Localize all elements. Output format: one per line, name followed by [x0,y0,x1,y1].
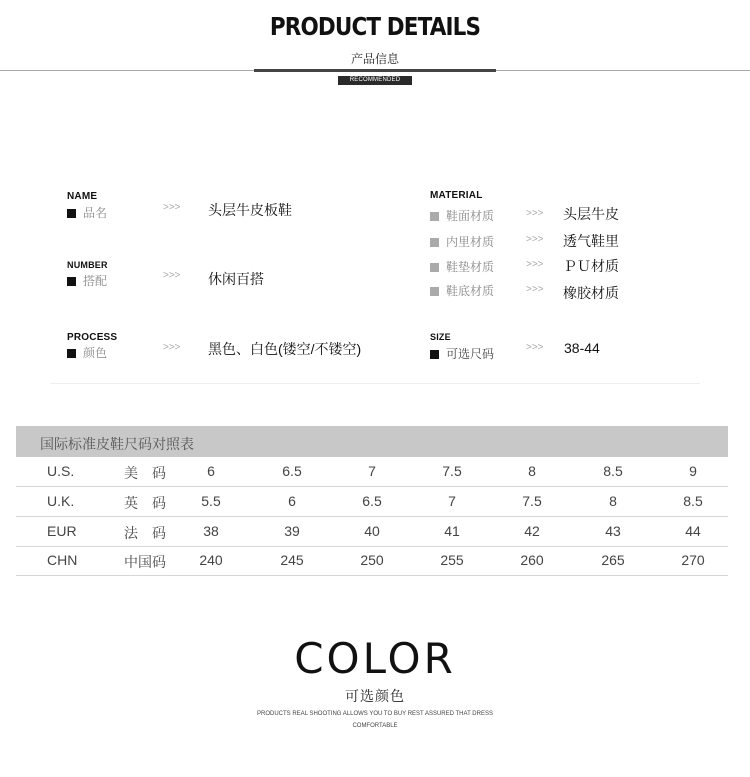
size-cell: 40 [364,523,380,539]
size-system-cn: 英 码 [124,495,166,511]
spec-insole-cn: 鞋垫材质 [430,258,494,275]
size-cell: 6 [288,493,296,509]
size-cell: 7.5 [522,493,542,509]
size-system-cn: 美 码 [124,465,166,481]
spec-sole-value: 橡胶材质 [563,285,619,301]
size-cell: 6.5 [282,463,302,479]
spec-size-en: SIZE [430,332,451,342]
size-cell: 240 [199,552,223,568]
spec-process-value: 黑色、白色(镂空/不镂空) [208,341,362,357]
size-system-cn: 中国码 [124,554,166,570]
square-bullet-icon [430,212,439,221]
spec-size-value: 38-44 [564,340,600,356]
table-row [16,546,728,576]
size-cell: 41 [444,523,460,539]
color-subtitle: 可选颜色 [345,688,405,704]
spec-name-cn: 品名 [67,204,107,221]
spec-lining-cn: 内里材质 [430,233,494,250]
arrow-icon: >>> [526,208,544,219]
arrow-icon: >>> [526,234,544,245]
color-title: COLOR [294,634,456,683]
size-cell: 5.5 [201,493,221,509]
size-system-cn: 法 码 [124,525,166,541]
size-cell: 44 [685,523,701,539]
size-cell: 42 [524,523,540,539]
arrow-icon: >>> [163,202,181,213]
size-cell: 250 [360,552,384,568]
spec-process-cn: 颜色 [67,344,107,361]
square-bullet-icon [430,287,439,296]
size-system-en: U.S. [47,463,75,479]
spec-material-en: MATERIAL [430,190,483,201]
arrow-icon: >>> [526,342,544,353]
size-cell: 6 [207,463,215,479]
header-divider-left [0,70,254,71]
size-cell: 6.5 [362,493,382,509]
size-cell: 260 [520,552,544,568]
size-system-en: CHN [47,552,78,568]
size-system-en: EUR [47,523,77,539]
size-cell: 245 [280,552,304,568]
square-bullet-icon [67,209,76,218]
recommended-badge: RECOMMENDED [338,76,412,85]
square-bullet-icon [430,263,439,272]
spec-sole-cn: 鞋底材质 [430,282,494,299]
color-note: PRODUCTS REAL SHOOTING ALLOWS YOU TO BUY REST ASSURED THAT DRESS [257,711,493,717]
size-cell: 8 [528,463,536,479]
size-cell: 43 [605,523,621,539]
spec-upper-cn: 鞋面材质 [430,207,494,224]
square-bullet-icon [67,349,76,358]
size-system-en: U.K. [47,493,75,509]
square-bullet-icon [67,277,76,286]
size-cell: 270 [681,552,705,568]
size-cell: 9 [689,463,697,479]
size-cell: 8 [609,493,617,509]
size-table-title: 国际标准皮鞋尺码对照表 [40,436,194,452]
spec-number-cn: 搭配 [67,272,107,289]
table-row [16,517,728,547]
spec-number-value: 休闲百搭 [208,271,264,287]
size-cell: 255 [440,552,464,568]
spec-size-cn: 可选尺码 [430,345,494,362]
size-cell: 38 [203,523,219,539]
spec-number-en: NUMBER [67,260,108,270]
spec-process-en: PROCESS [67,332,118,343]
size-cell: 7.5 [442,463,462,479]
size-cell: 7 [368,463,376,479]
header-divider-right [496,70,750,71]
color-note-continued: COMFORTABLE [352,723,398,729]
size-cell: 265 [601,552,625,568]
spec-insole-value: ＰＵ材质 [563,258,619,274]
spec-name-value: 头层牛皮板鞋 [208,202,292,218]
page-title: PRODUCT DETAILS [269,12,481,41]
square-bullet-icon [430,350,439,359]
size-cell: 8.5 [603,463,623,479]
header-divider-accent [254,69,496,72]
page-subtitle: 产品信息 [350,52,399,66]
square-bullet-icon [430,238,439,247]
spec-divider [50,383,700,384]
table-row [16,457,728,487]
arrow-icon: >>> [163,270,181,281]
spec-lining-value: 透气鞋里 [563,233,619,249]
size-cell: 39 [284,523,300,539]
arrow-icon: >>> [526,259,544,270]
arrow-icon: >>> [526,284,544,295]
table-row [16,487,728,517]
spec-name-en: NAME [67,191,98,202]
size-cell: 8.5 [683,493,703,509]
spec-upper-value: 头层牛皮 [563,206,619,222]
arrow-icon: >>> [163,342,181,353]
size-cell: 7 [448,493,456,509]
